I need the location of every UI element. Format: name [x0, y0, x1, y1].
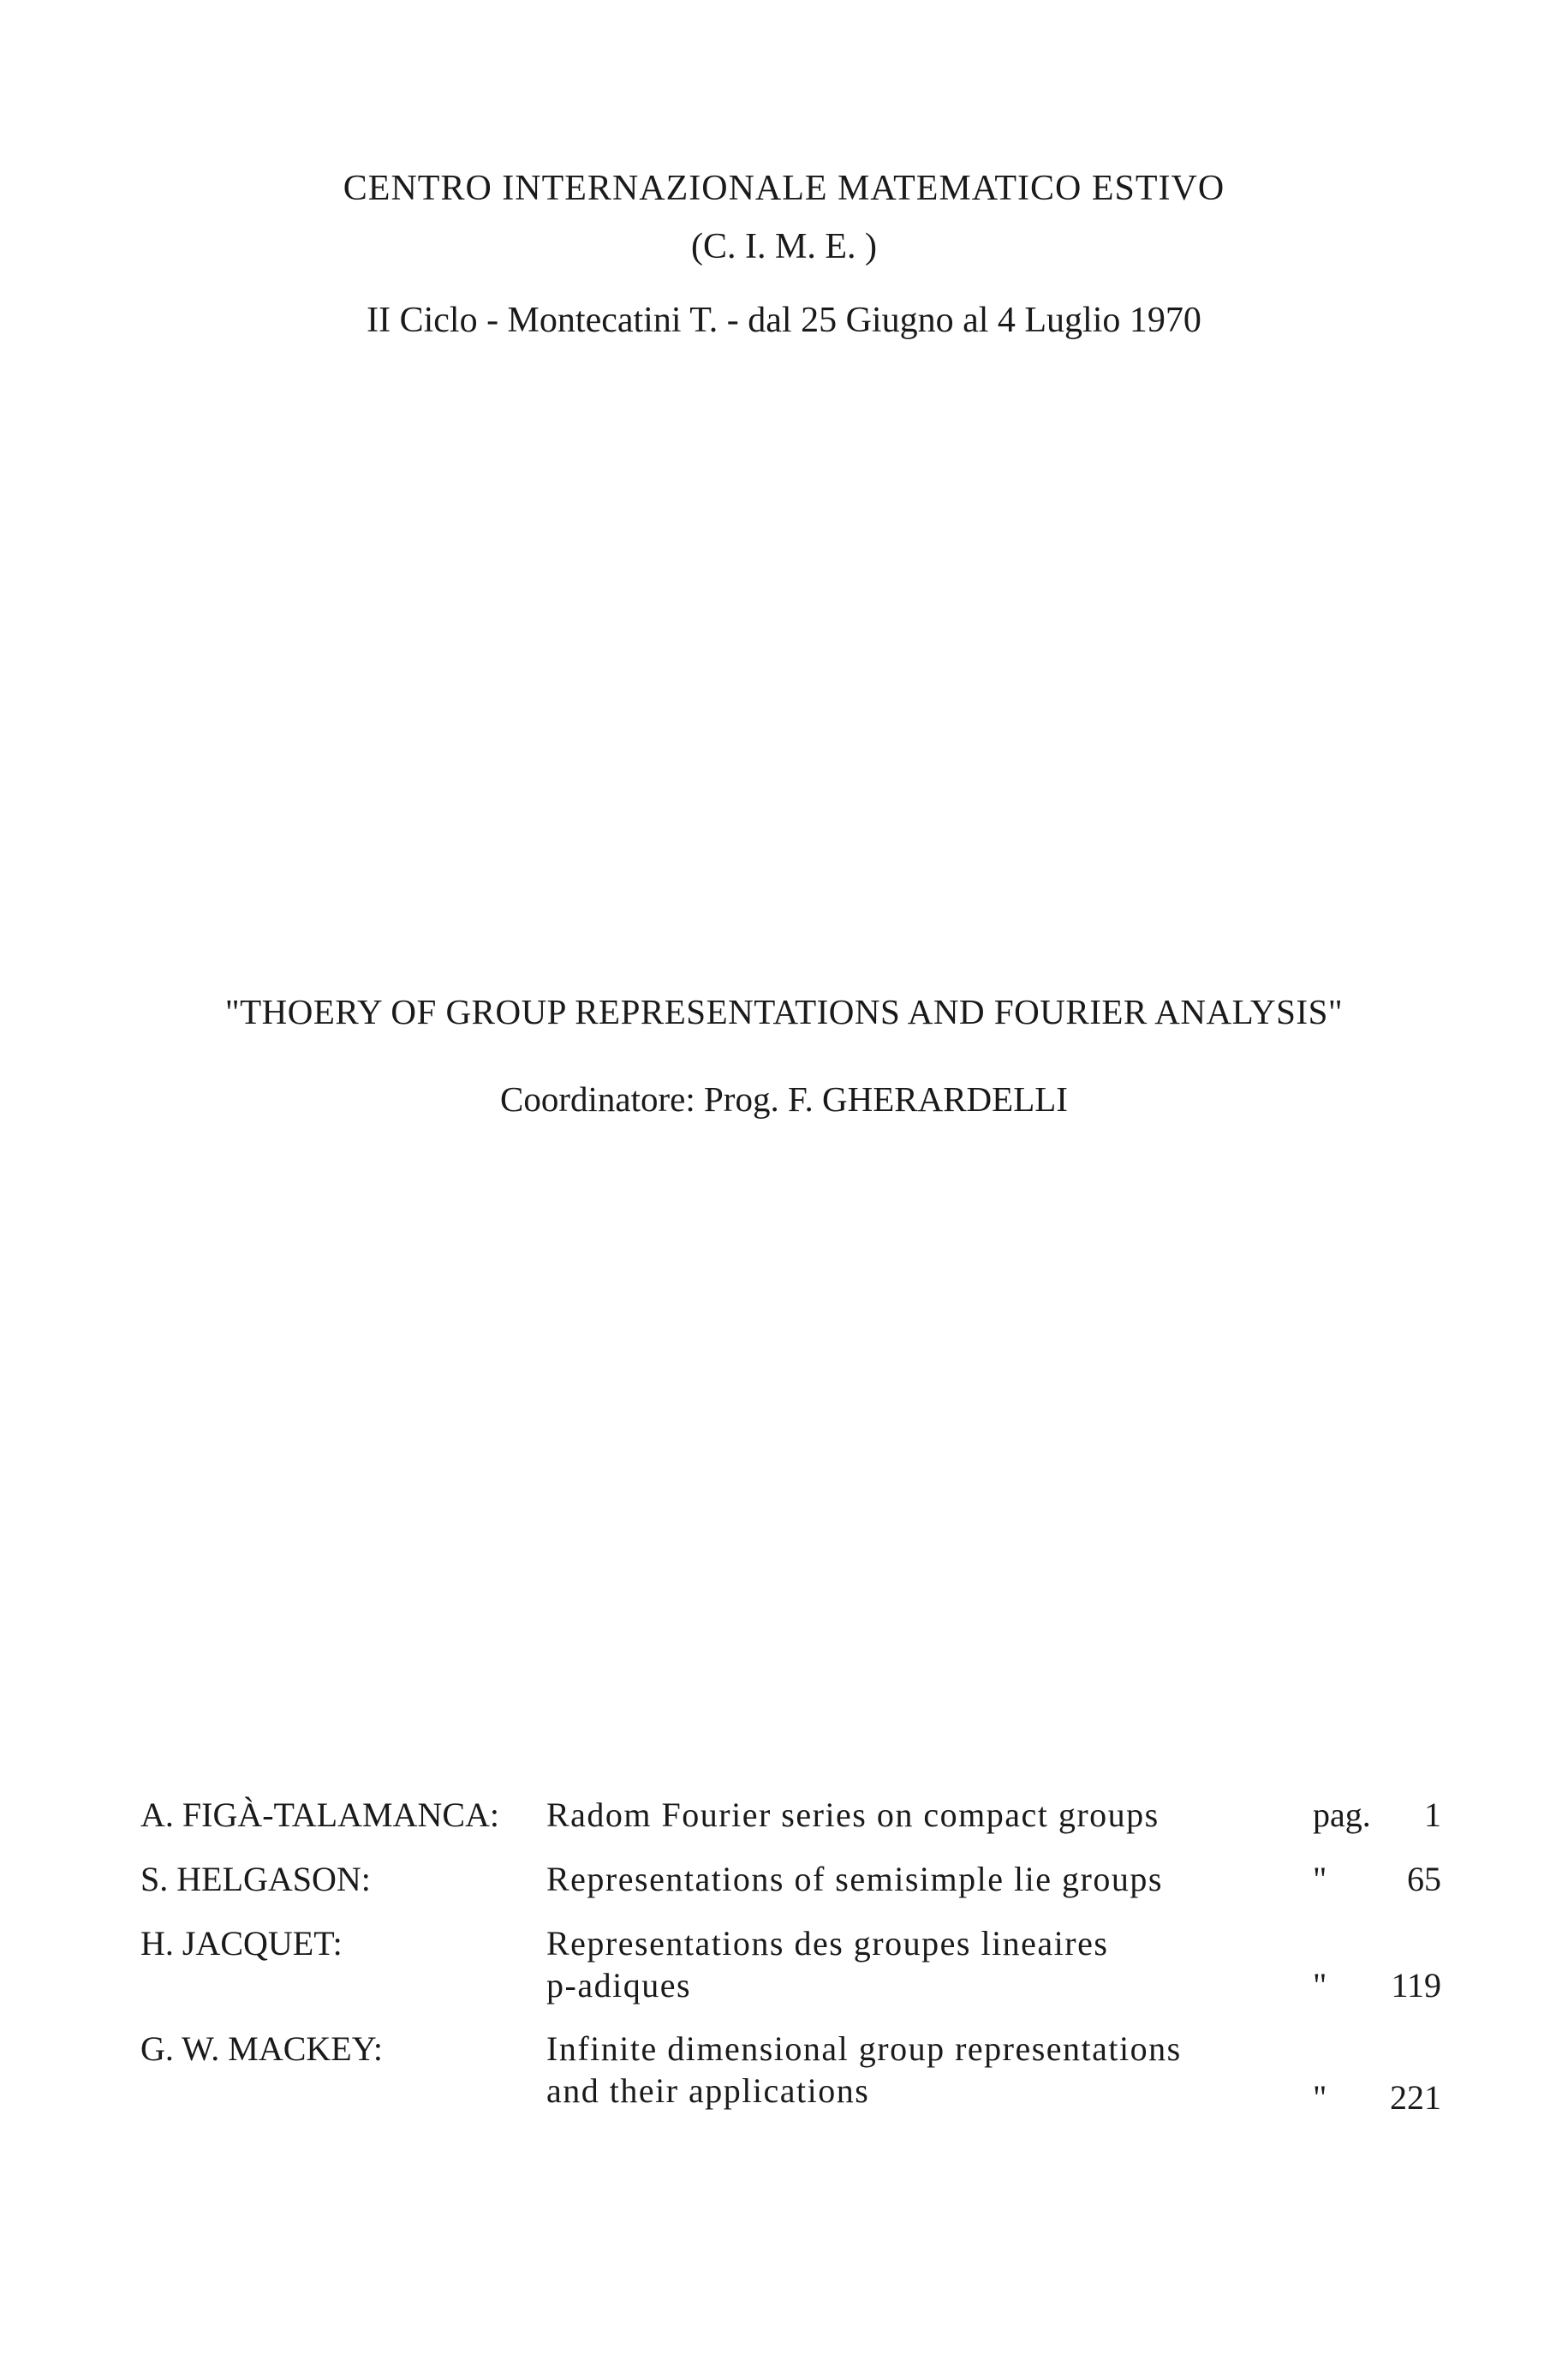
toc-author: G. W. MACKEY:	[140, 2029, 384, 2068]
toc-entry-continuation	[0, 2070, 1568, 2122]
course-title: "THOERY OF GROUP REPRESENTATIONS AND FOURIER ANALYSIS"	[224, 992, 1344, 1031]
toc-page-prefix: pag.	[1313, 1795, 1371, 1834]
toc-title: Representations des groupes lineaires	[546, 1924, 1109, 1963]
toc-entry	[0, 1859, 1568, 1910]
toc-title: and their applications	[546, 2071, 870, 2110]
session-dates: II Ciclo - Montecatini T. - dal 25 Giugno al 4 Luglio 1970	[367, 301, 1201, 340]
toc-author: S. HELGASON:	[140, 1860, 371, 1898]
toc-page-prefix: "	[1313, 2078, 1327, 2117]
toc-page-prefix: "	[1313, 1966, 1327, 2005]
toc-entry	[0, 1795, 1568, 1846]
toc-page-number: 119	[1391, 1966, 1441, 2005]
coordinator: Coordinatore: Prog. F. GHERARDELLI	[500, 1079, 1068, 1119]
toc-title: Infinite dimensional group representations	[546, 2029, 1182, 2068]
toc-title: Representations of semisimple lie groups	[546, 1860, 1163, 1898]
toc-author: H. JACQUET:	[140, 1924, 343, 1963]
toc-page-number: 1	[1424, 1795, 1441, 1834]
toc-entry-continuation	[0, 1965, 1568, 2017]
toc-author: A. FIGÀ-TALAMANCA:	[140, 1795, 500, 1834]
toc-title: p-adiques	[546, 1966, 692, 2005]
toc-page-number: 65	[1407, 1860, 1441, 1898]
toc-page-prefix: "	[1313, 1860, 1327, 1898]
toc-title: Radom Fourier series on compact groups	[546, 1795, 1160, 1834]
toc-page-number: 221	[1390, 2078, 1441, 2117]
institute-name: CENTRO INTERNAZIONALE MATEMATICO ESTIVO	[343, 169, 1225, 208]
institute-acronym: (C. I. M. E. )	[691, 227, 877, 266]
